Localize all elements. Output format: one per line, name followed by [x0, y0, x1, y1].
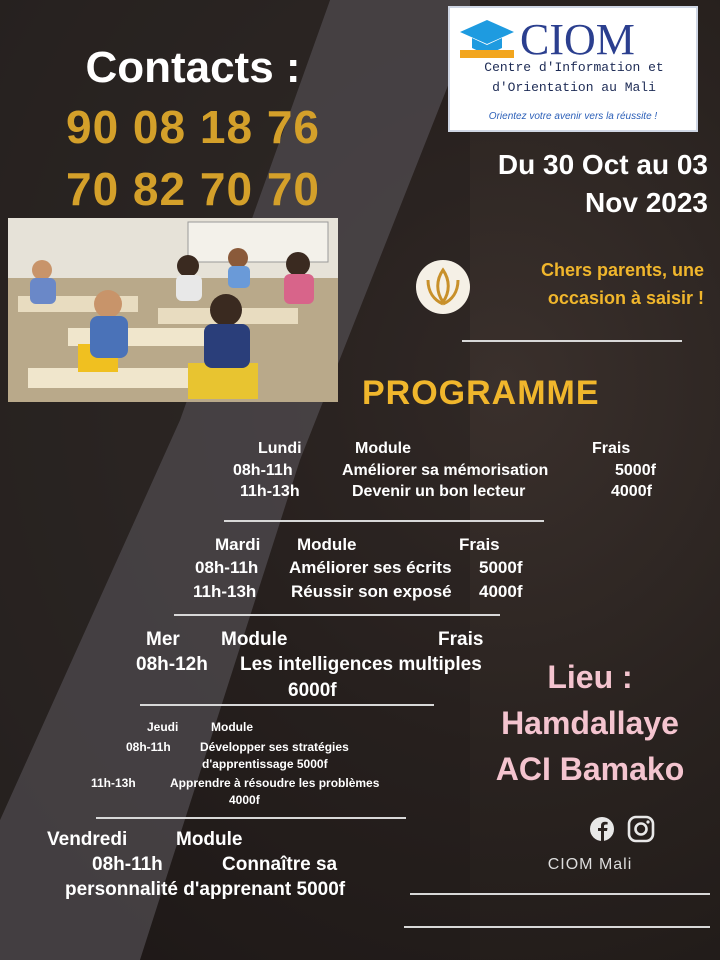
divider: [174, 614, 500, 616]
contacts-title: Contacts :: [85, 43, 301, 92]
event-dates: [440, 146, 708, 222]
mer-frais-header: Frais: [438, 629, 484, 650]
lundi-row1-time: 08h-11h: [233, 462, 293, 479]
mardi-row1-module: Améliorer ses écrits: [289, 558, 452, 577]
dates-line-1: Du 30 Oct au 03: [497, 149, 708, 180]
tagline-line-2: occasion à saisir !: [547, 288, 704, 308]
emblem-icon: [414, 258, 472, 316]
jeudi-day: Jeudi: [147, 720, 179, 734]
jeudi-module-header: Module: [211, 720, 253, 734]
lundi-row2-price: 4000f: [611, 483, 652, 500]
lundi-row1-price: 5000f: [615, 462, 656, 479]
logo-line-2: d'Orientation au Mali: [492, 80, 656, 95]
divider: [410, 893, 710, 895]
logo-line-1: Centre d'Information et: [484, 60, 664, 75]
mer-day: Mer: [146, 629, 180, 650]
parents-tagline: [484, 256, 704, 312]
jeudi-row1-module: Développer ses stratégies: [200, 740, 349, 754]
divider: [140, 704, 434, 706]
mardi-row1-price: 5000f: [479, 558, 523, 577]
mardi-module-header: Module: [297, 535, 357, 554]
jeudi-row2-module: Apprendre à résoudre les problèmes: [170, 776, 380, 790]
vendredi-module-line1: Connaître sa: [222, 854, 338, 875]
location-block: [470, 654, 710, 792]
lundi-row1-module: Améliorer sa mémorisation: [342, 462, 549, 479]
vendredi-module-line2: personnalité d'apprenant 5000f: [65, 879, 346, 900]
tagline-line-1: Chers parents, une: [540, 260, 704, 280]
classroom-illustration: [8, 218, 338, 402]
dates-line-2: Nov 2023: [585, 187, 708, 218]
classroom-photo: [8, 218, 338, 402]
lieu-title: Lieu :: [547, 659, 633, 695]
logo-subtitle: [456, 58, 692, 98]
mardi-row2-price: 4000f: [479, 582, 523, 601]
logo-name: CIOM: [520, 15, 635, 64]
phone-number-2: 70 82 70 70: [65, 163, 320, 215]
divider: [404, 926, 710, 928]
ciom-logo: [448, 6, 698, 132]
graduation-cap-icon: [458, 16, 516, 60]
social-icons: [540, 814, 680, 844]
logo-tagline: Orientez votre avenir vers la réussite !: [488, 111, 658, 122]
jeudi-row1-time: 08h-11h: [126, 740, 171, 754]
lundi-day: Lundi: [258, 440, 302, 457]
mardi-row2-module: Réussir son exposé: [291, 582, 452, 601]
lieu-line-1: Hamdallaye: [501, 705, 679, 741]
lundi-row2-time: 11h-13h: [240, 483, 300, 500]
mer-price: 6000f: [288, 680, 337, 701]
jeudi-row1-cont: d'apprentissage 5000f: [202, 757, 328, 771]
mer-module-header: Module: [221, 629, 288, 650]
instagram-icon[interactable]: [625, 814, 659, 844]
divider: [462, 340, 682, 342]
programme-title: PROGRAMME: [362, 374, 600, 412]
contacts-block: [48, 40, 338, 220]
mardi-day: Mardi: [215, 535, 261, 554]
mer-time: 08h-12h: [136, 654, 208, 675]
facebook-icon[interactable]: [561, 814, 621, 844]
vendredi-module-header: Module: [176, 829, 243, 850]
lieu-line-2: ACI Bamako: [495, 751, 685, 787]
lundi-module-header: Module: [355, 440, 411, 457]
phone-number-1: 90 08 18 76: [65, 101, 320, 153]
vendredi-day: Vendredi: [47, 829, 128, 850]
lundi-row2-module: Devenir un bon lecteur: [352, 483, 526, 500]
mardi-row1-time: 08h-11h: [195, 558, 259, 577]
jeudi-row2-price: 4000f: [229, 793, 260, 807]
divider: [96, 817, 406, 819]
divider: [224, 520, 544, 522]
social-handle: CIOM Mali: [547, 856, 633, 873]
lundi-frais-header: Frais: [592, 440, 631, 457]
mardi-frais-header: Frais: [459, 535, 500, 554]
jeudi-row2-time: 11h-13h: [91, 776, 136, 790]
vendredi-time: 08h-11h: [92, 854, 163, 875]
mardi-row2-time: 11h-13h: [193, 582, 257, 601]
mer-module: Les intelligences multiples: [240, 654, 482, 675]
